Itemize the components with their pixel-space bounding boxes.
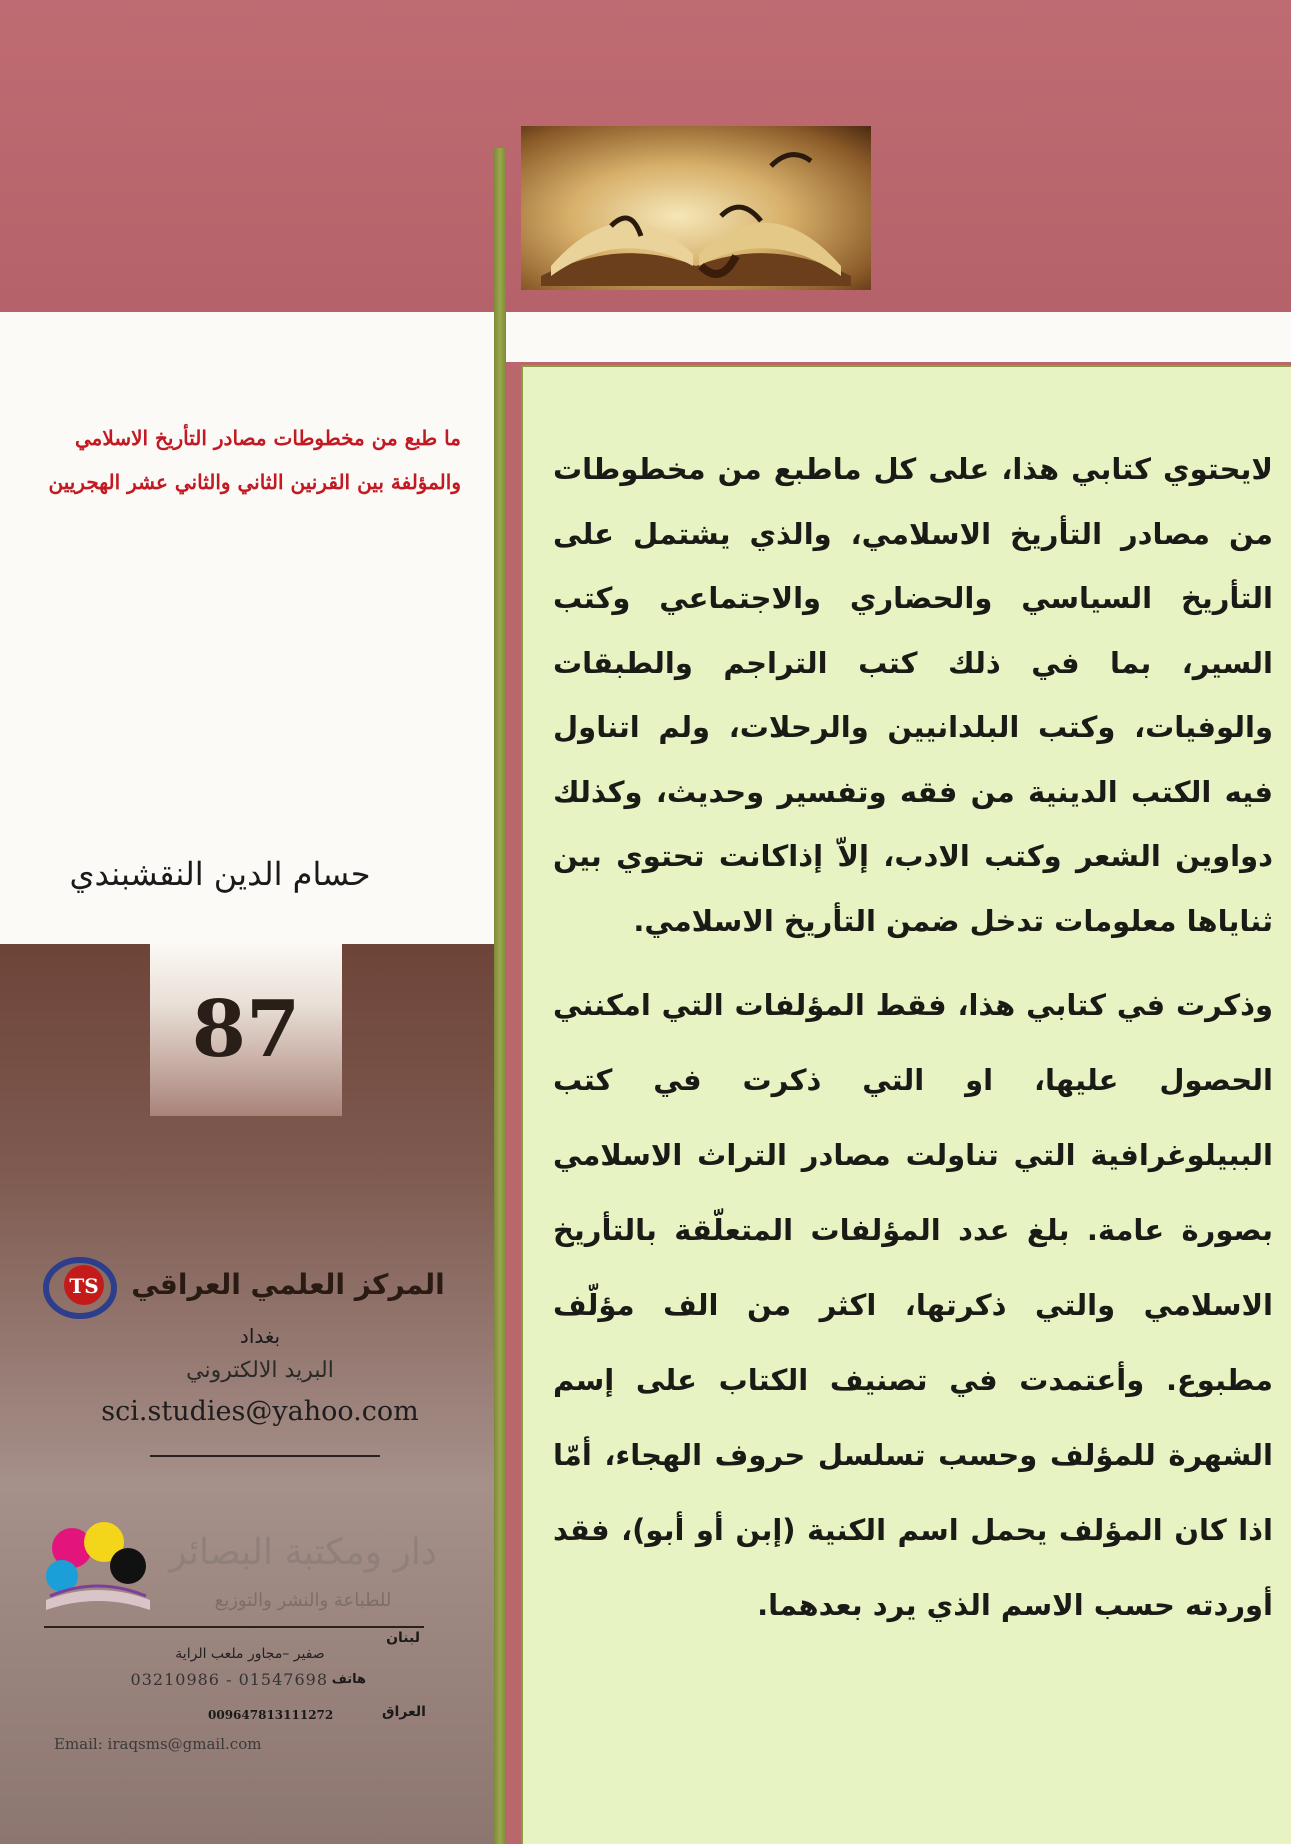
center-logo-icon [40,1255,120,1321]
iraq-phone: 009647813111272 [208,1708,334,1722]
book-subtitle [21,416,461,504]
publisher-subtitle: للطباعة والنشر والتوزيع [214,1590,392,1611]
left-white-panel [0,312,506,944]
subtitle-line-2: والمؤلفة بين القرنين الثاني والثاني عشر الهجريين [48,470,461,494]
publisher-email: Email: iraqsms@gmail.com [54,1735,262,1753]
phone-label: هاتف [331,1672,366,1687]
center-city: بغداد [239,1324,281,1348]
divider-line [150,1455,380,1457]
publisher-logo-icon [42,1518,154,1614]
lebanon-label: لبنان [386,1630,420,1646]
subtitle-line-1: ما طبع من مخطوطات مصادر التأريخ الاسلامي [75,426,461,450]
series-number: 87 [191,984,301,1075]
center-email-label: البريد الالكتروني [186,1358,334,1383]
series-number-block [150,944,342,1116]
iraq-label: العراق [382,1704,426,1720]
center-logo-letters: TS [69,1274,99,1298]
description-paragraph-1: لايحتوي كتابي هذا، على كل ماطبع من مخطوطات من مصادر التأريخ الاسلامي، والذي يشتمل على التأريخ السياسي والحضاري والاجتماعي وكتب السير، بما في ذلك كتب التراجم والطبقات والوفيات، وكتب البلدانيين والرحلات، ولم اتناول فيه الكتب الدينية من فقه وتفسير وحديث، وكذلك دواوين الشعر وكتب الادب، إلاّ إذاكانت تحتوي بين ثناياها معلومات تدخل ضمن التأريخ الاسلامي. [553,452,1273,938]
publisher-rule [44,1626,424,1628]
author-name: حسام الدين النقشبندي [69,855,371,893]
phone-numbers: 03210986 - 01547698 [130,1670,328,1689]
vertical-accent-bar [494,148,506,1844]
description-panel [521,365,1291,1844]
description-paragraph-2: وذكرت في كتابي هذا، فقط المؤلفات التي امكنني الحصول عليها، او التي ذكرت في كتب الببيلوغرافية التي تناولت مصادر التراث الاسلامي بصورة عامة. بلغ عدد المؤلفات المتعلّقة بالتأريخ الاسلامي والتي ذكرتها، اكثر من الف مؤلّف مطبوع. وأعتمدت في تصنيف الكتاب على إسم الشهرة للمؤلف وحسب تسلسل حروف الهجاء، أمّا اذا كان المؤلف يحمل اسم الكنية (إبن أو أبو)، فقد أوردته حسب الاسم الذي يرد بعدهما. [553,988,1273,1622]
lebanon-address: صفير –مجاور ملعب الراية [175,1646,325,1662]
right-white-strip [506,312,1291,362]
center-name: المركز العلمي العراقي [131,1268,445,1301]
center-email: sci.studies@yahoo.com [101,1396,419,1427]
publisher-name: دار ومكتبة البصائر [169,1532,437,1573]
open-book-image [521,126,871,290]
